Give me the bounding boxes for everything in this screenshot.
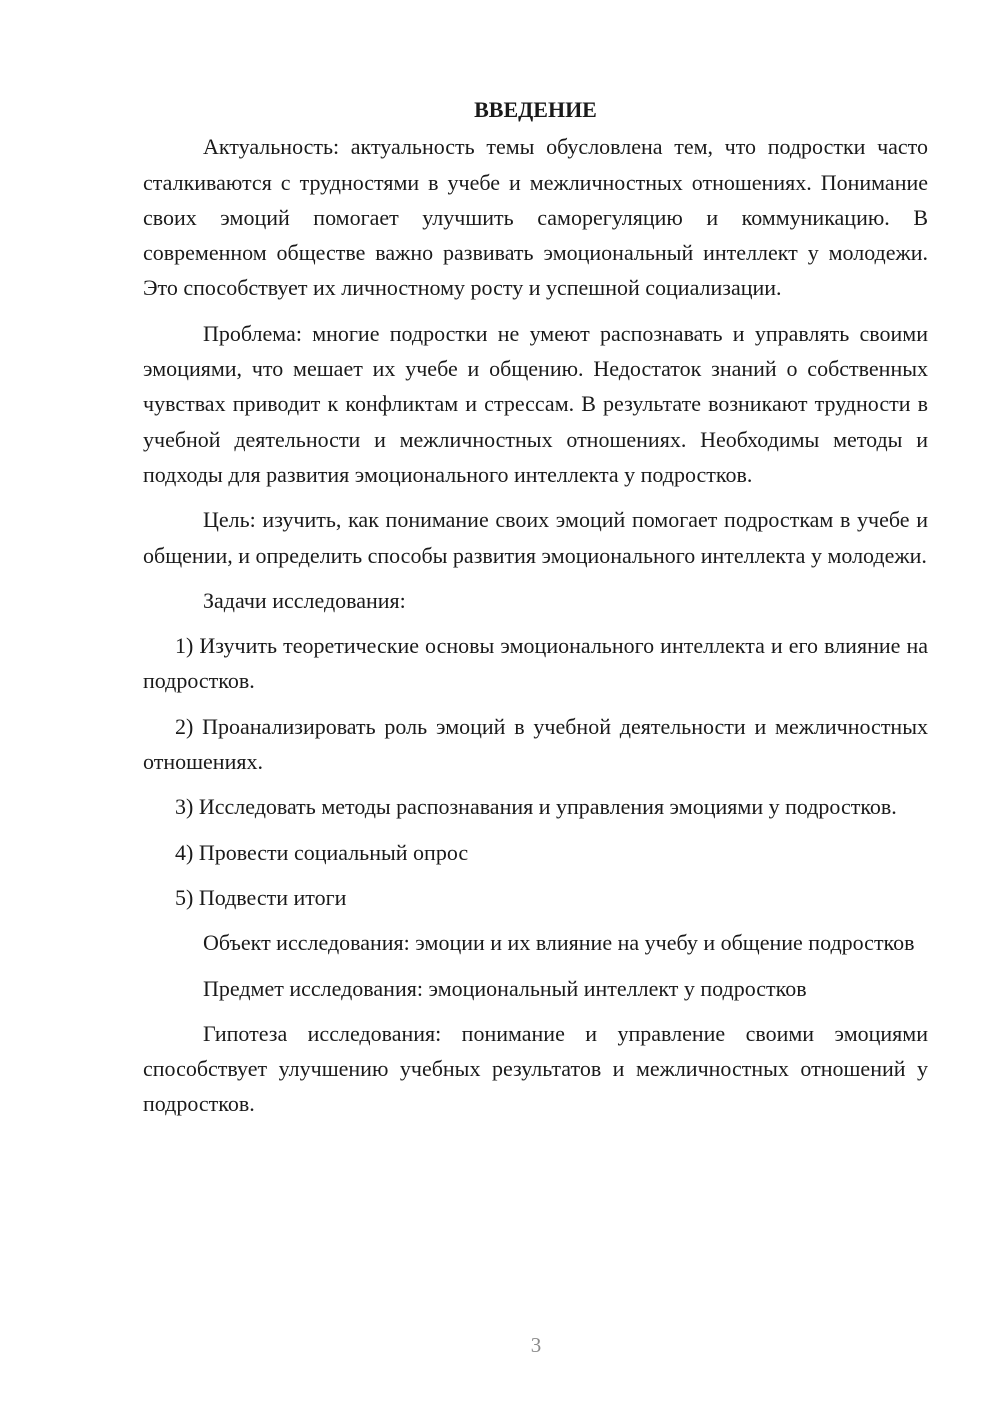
tasks-title: Задачи исследования: xyxy=(203,587,406,613)
task-item-2: 2) Проанализировать роль эмоций в учебной деятельности и межличностных отношениях. xyxy=(143,713,928,775)
task-item-3: 3) Исследовать методы распознавания и управления эмоциями у подростков. xyxy=(175,794,897,820)
document-page xyxy=(143,92,928,1132)
goal-paragraph: Цель: изучить, как понимание своих эмоций помогает подросткам в учебе и общении, и определить способы развития эмоционального интеллекта у молодежи. xyxy=(143,507,928,568)
hypothesis-paragraph: Гипотеза исследования: понимание и управление своими эмоциями способствует улучшению учебных результатов и межличностных отношений у подростков. xyxy=(143,1020,928,1117)
task-item-4: 4) Провести социальный опрос xyxy=(175,839,469,865)
problem-paragraph: Проблема: многие подростки не умеют распознавать и управлять своими эмоциями, что мешает их учебе и общению. Недостаток знаний о собственных чувствах приводит к конфликтам и стрессам. В результате возникают трудности в учебной деятельности и межличностных отношениях. Необходимы методы и подходы для развития эмоционального интеллекта у подростков. xyxy=(143,320,928,487)
subject-paragraph: Предмет исследования: эмоциональный интеллект у подростков xyxy=(203,975,807,1001)
page-number: 3 xyxy=(530,1333,542,1357)
object-paragraph: Объект исследования: эмоции и их влияние на учебу и общение подростков xyxy=(203,930,915,956)
section-heading: ВВЕДЕНИЕ xyxy=(474,97,597,122)
relevance-paragraph: Актуальность: актуальность темы обусловлена тем, что подростки часто сталкиваются с трудностями в учебе и межличностных отношениях. Понимание своих эмоций помогает улучшить саморегуляцию и коммуникацию. В современном обществе важно развивать эмоциональный интеллект у молодежи. Это способствует их личностному росту и успешной социализации. xyxy=(143,134,928,301)
task-item-5: 5) Подвести итоги xyxy=(175,884,347,910)
task-item-1: 1) Изучить теоретические основы эмоционального интеллекта и его влияние на подростков. xyxy=(143,633,928,694)
